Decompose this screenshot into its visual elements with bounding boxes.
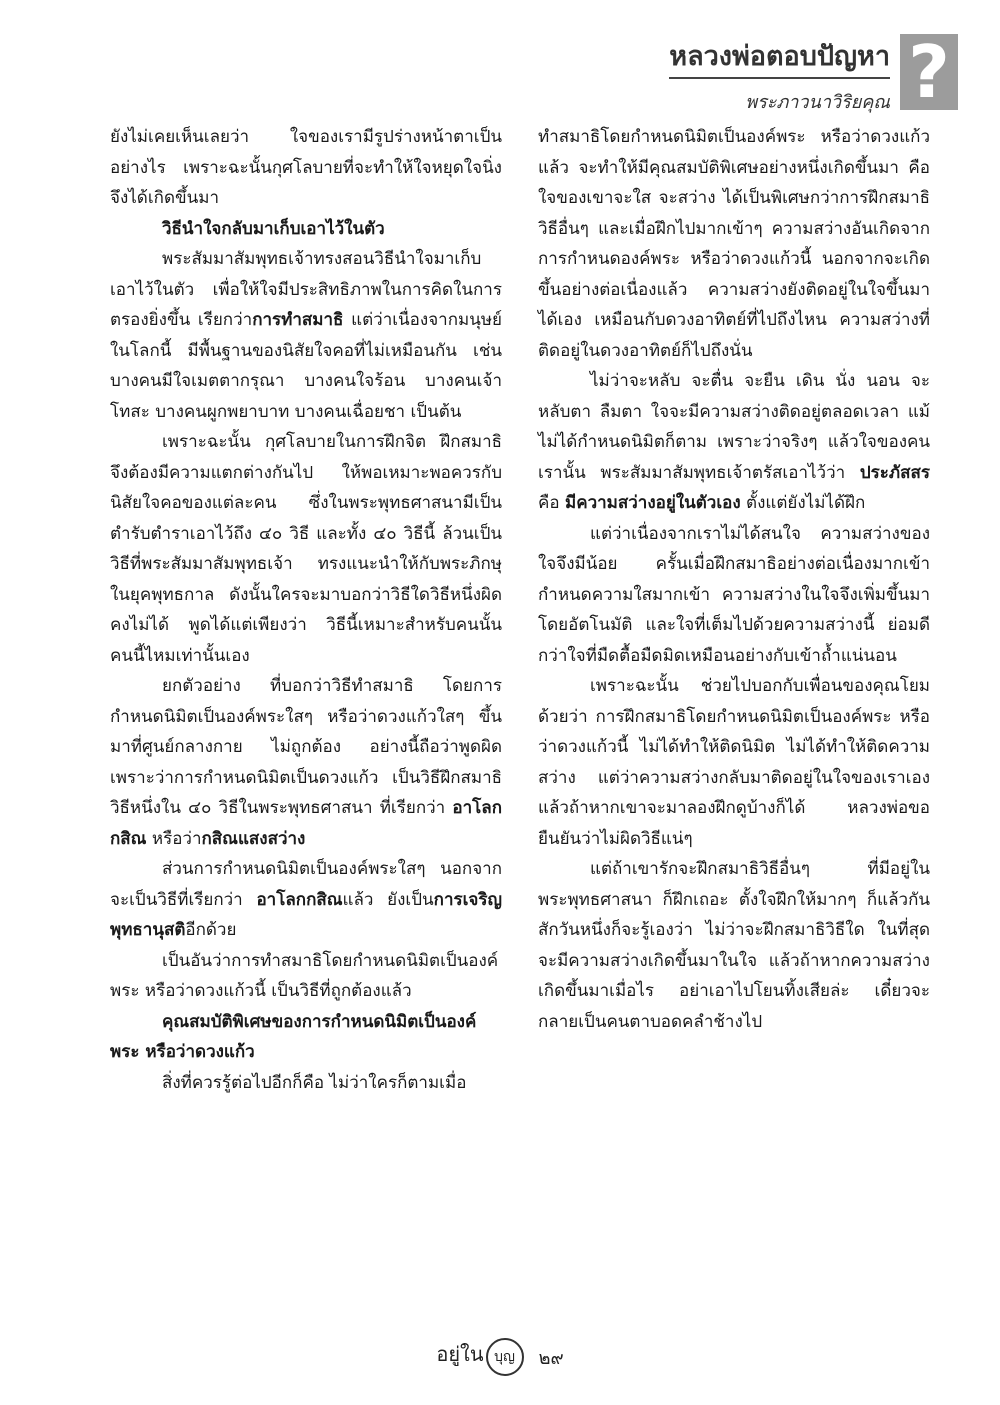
paragraph: เพราะฉะนั้น ช่วยไปบอกกับเพื่อนของคุณโยมด้วยว่า การฝึกสมาธิโดยกำหนดนิมิตเป็นองค์พระ หรือว่าดวงแก้วนี้ ไม่ได้ทำให้ติดนิมิต ไม่ได้ทำให้ติดความสว่าง แต่ว่าความสว่างกลับมาติดอยู่ในใจของเราเอง แล้วถ้าหากเขาจะมาลองฝึกดูบ้างก็ได้ หลวงพ่อขอยืนยันว่าไม่ผิดวิธีแน่ๆ [538, 676, 930, 849]
text-run: ส่วนการกำหนดนิมิตเป็นองค์พระใสๆ นอกจากจะเป็นวิธีที่เรียกว่า [110, 859, 502, 910]
text-run: พระสัมมาสัมพุทธเจ้าทรงสอนวิธีนำใจมาเก็บเอาไว้ในตัว เพื่อให้ใจมีประสิทธิภาพในการคิดในการตรองยิ่งขึ้น เรียกว่า [110, 249, 502, 330]
bold-term: อาโลกกสิณ [256, 889, 343, 910]
section-heading: วิธีนำใจกลับมาเก็บเอาไว้ในตัว [162, 218, 385, 239]
text-run: ไม่ว่าจะหลับ จะตื่น จะยืน เดิน นั่ง นอน จะหลับตา ลืมตา ใจจะมีความสว่างติดอยู่ตลอดเวลา แม้ไม่ได้กำหนดนิมิตก็ตาม เพราะว่าจริงๆ แล้วใจของคนเรานั้น พระสัมมาสัมพุทธเจ้าตรัสเอาไว้ว่า [538, 371, 930, 483]
right-column [538, 122, 930, 1037]
paragraph: แต่ว่าเนื่องจากเราไม่ได้สนใจ ความสว่างของใจจึงมีน้อย ครั้นเมื่อฝึกสมาธิอย่างต่อเนื่องมากเข้า กำหนดความใสมากเข้า ความสว่างในใจจึงเพิ่มขึ้นมาโดยอัตโนมัติ และใจที่เต็มไปด้วยความสว่างนี้ ย่อมดีกว่าใจที่มืดตื้อมืดมิดเหมือนอย่างกับเข้าถ้ำแน่นอน [538, 523, 930, 666]
paragraph: สิ่งที่ควรรู้ต่อไปอีกก็คือ ไม่ว่าใครก็ตามเมื่อ [162, 1072, 467, 1093]
paragraph: เป็นอันว่าการทำสมาธิโดยกำหนดนิมิตเป็นองค์พระ หรือว่าดวงแก้วนี้ เป็นวิธีที่ถูกต้องแล้ว [110, 950, 499, 1001]
paragraph: เพราะฉะนั้น กุศโลบายในการฝึกจิต ฝึกสมาธิ จึงต้องมีความแตกต่างกันไป ให้พอเหมาะพอควรกับนิสัยใจคอของแต่ละคน ซึ่งในพระพุทธศาสนามีเป็นตำรับตำราเอาไว้ถึง ๔๐ วิธี และทั้ง ๔๐ วิธีนี้ ล้วนเป็นวิธีที่พระสัมมาสัมพุทธเจ้า ทรงแนะนำให้กับพระภิกษุในยุคพุทธกาล ดังนั้นใครจะมาบอกว่าวิธีใดวิธีหนึ่งผิด คงไม่ได้ พูดได้แต่เพียงว่า วิธีนี้เหมาะสำหรับคนนั้น คนนี้ไหมเท่านั้นเอง [110, 432, 502, 666]
page-header [669, 30, 958, 114]
text-run: คือ [538, 493, 565, 513]
section-heading: คุณสมบัติพิเศษของการกำหนดนิมิตเป็นองค์พระ หรือว่าดวงแก้ว [110, 1011, 477, 1062]
paragraph: ยังไม่เคยเห็นเลยว่า ใจของเรามีรูปร่างหน้าตาเป็นอย่างไร เพราะฉะนั้นกุศโลบายที่จะทำให้ใจหยุดใจนิ่ง จึงได้เกิดขึ้นมา [110, 127, 502, 208]
bold-term: การทำสมาธิ [252, 310, 344, 330]
text-run: แต่ว่าเนื่องจากมนุษย์ในโลกนี้ มีพื้นฐานของนิสัยใจคอที่ไม่เหมือนกัน เช่น บางคนมีใจเมตตากรุณา บางคนใจร้อน บางคนเจ้าโทสะ บางคนผูกพยาบาท บางคนเฉื่อยชา เป็นต้น [110, 310, 502, 422]
text-run: ตั้งแต่ยังไม่ได้ฝึก [740, 493, 866, 513]
magazine-logo [436, 1338, 523, 1376]
left-column [110, 122, 502, 1098]
paragraph [110, 244, 502, 427]
bold-term: มีความสว่างอยู่ในตัวเอง [565, 493, 741, 513]
paragraph [110, 854, 502, 946]
page-footer [0, 1338, 1000, 1376]
text-run: แล้ว ยังเป็น [342, 889, 434, 910]
author-name: พระภาวนาวิริยคุณ [745, 92, 890, 113]
section-title: หลวงพ่อตอบปัญหา [669, 40, 890, 79]
bold-term: อาโลกกสิณ [110, 798, 502, 849]
text-run: ยกตัวอย่าง ที่บอกว่าวิธีทำสมาธิ โดยการกำหนดนิมิตเป็นองค์พระใสๆ หรือว่าดวงแก้วใสๆ ขึ้นมาที่ศูนย์กลางกาย ไม่ถูกต้อง อย่างนี้ถือว่าพูดผิด เพราะว่าการกำหนดนิมิตเป็นดวงแก้ว เป็นวิธีฝึกสมาธิวิธีหนึ่งใน ๔๐ วิธีในพระพุทธศาสนา ที่เรียกว่า [110, 676, 502, 818]
text-run: หรือว่า [146, 828, 202, 849]
paragraph [110, 671, 502, 854]
question-mark-icon: ? [900, 34, 958, 110]
paragraph: แต่ถ้าเขารักจะฝึกสมาธิวิธีอื่นๆ ที่มีอยู่ในพระพุทธศาสนา ก็ฝึกเถอะ ตั้งใจฝึกให้มากๆ ก็แล้วกัน สักวันหนึ่งก็จะรู้เองว่า ไม่ว่าจะฝึกสมาธิวิธีใด ในที่สุดจะมีความสว่างเกิดขึ้นมาในใจ แล้วถ้าหากความสว่างเกิดขึ้นมาเมื่อไร อย่าเอาไปโยนทิ้งเสียล่ะ เดี๋ยวจะกลายเป็นคนตาบอดคลำช้างไป [538, 859, 930, 1032]
bold-term: กสิณแสงสว่าง [201, 828, 306, 849]
paragraph: ทำสมาธิโดยกำหนดนิมิตเป็นองค์พระ หรือว่าดวงแก้วแล้ว จะทำให้มีคุณสมบัติพิเศษอย่างหนึ่งเกิดขึ้นมา คือใจของเขาจะใส จะสว่าง ได้เป็นพิเศษกว่าการฝึกสมาธิวิธีอื่นๆ และเมื่อฝึกไปมากเข้าๆ ความสว่างอันเกิดจากการกำหนดองค์พระ หรือว่าดวงแก้วนี้ นอกจากจะเกิดขึ้นอย่างต่อเนื่องแล้ว ความสว่างยังติดอยู่ในใจขึ้นมาได้เอง เหมือนกับดวงอาทิตย์ที่ไปถึงไหน ความสว่างที่ติดอยู่ในดวงอาทิตย์ก็ไปถึงนั่น [538, 127, 930, 361]
page-number: ๒๙ [538, 1347, 564, 1369]
header-text [669, 34, 890, 116]
logo-circle: บุญ [486, 1338, 524, 1376]
bold-term: ประภัสสร [859, 462, 930, 483]
paragraph [538, 366, 930, 519]
logo-text: อยู่ใน [436, 1342, 484, 1366]
text-run: อีกด้วย [185, 920, 237, 940]
bold-term: การเจริญพุทธานุสติ [110, 889, 503, 940]
